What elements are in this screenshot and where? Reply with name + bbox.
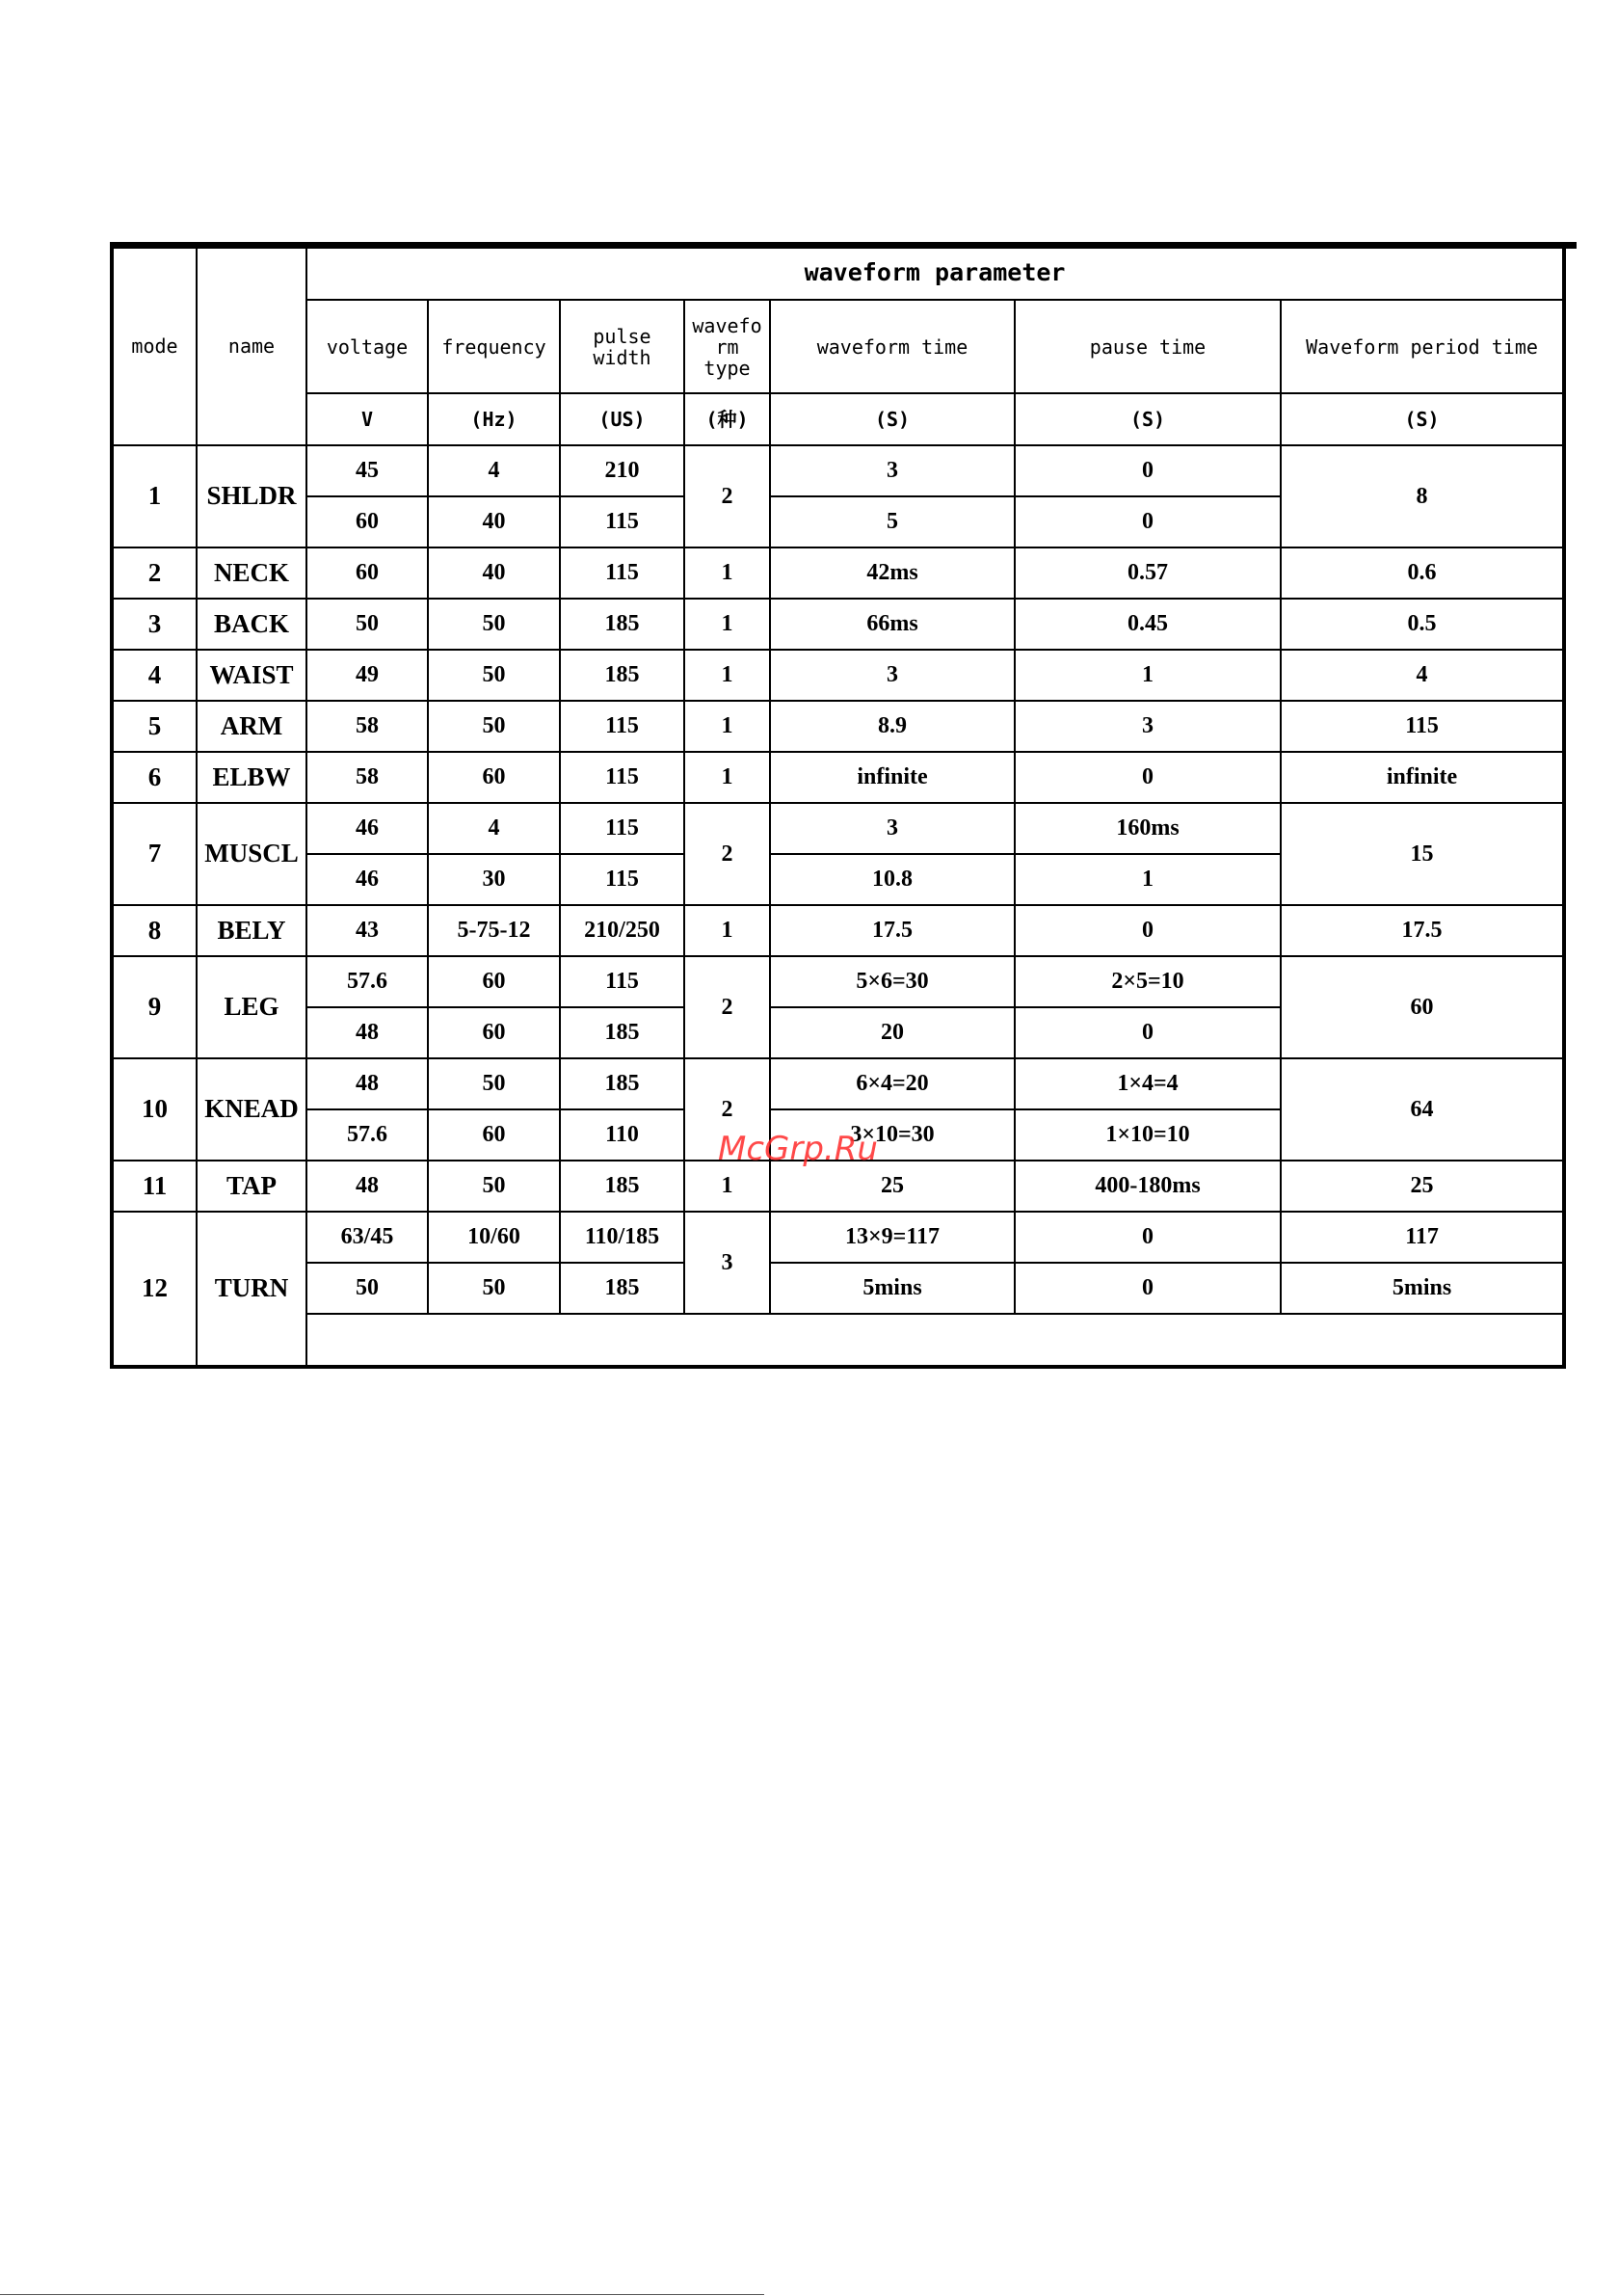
pause-time-cell: 0: [1015, 1212, 1281, 1263]
mode-name-cell: BELY: [197, 905, 306, 956]
period-time-cell: 117: [1281, 1212, 1564, 1263]
period-time-cell: 4: [1281, 650, 1564, 701]
unit-pulse-width: (US): [560, 393, 684, 445]
footer-rule: [0, 2294, 764, 2295]
pause-time-cell: 1×10=10: [1015, 1109, 1281, 1161]
pulse-width-cell: 210/250: [560, 905, 684, 956]
voltage-cell: 57.6: [306, 1109, 428, 1161]
voltage-cell: 58: [306, 701, 428, 752]
header-voltage: voltage: [306, 300, 428, 393]
table-row: [112, 547, 1564, 599]
pulse-width-cell: 185: [560, 1263, 684, 1314]
mode-number-cell: 2: [112, 547, 197, 599]
waveform-time-cell: 3: [770, 445, 1015, 496]
period-time-cell: infinite: [1281, 752, 1564, 803]
mode-name-cell: KNEAD: [197, 1058, 306, 1161]
frequency-cell: 50: [428, 650, 560, 701]
table-row: [112, 752, 1564, 803]
pulse-width-cell: 115: [560, 854, 684, 905]
waveform-type-cell: 1: [684, 752, 770, 803]
header-row-units: [112, 393, 1564, 445]
waveform-time-cell: 3: [770, 650, 1015, 701]
mode-number-cell: 11: [112, 1161, 197, 1212]
waveform-time-cell: 5: [770, 496, 1015, 547]
mode-number-cell: 10: [112, 1058, 197, 1161]
mode-name-cell: SHLDR: [197, 445, 306, 547]
pause-time-cell: 0: [1015, 445, 1281, 496]
header-waveform-parameter: waveform parameter: [306, 245, 1564, 300]
header-waveform-type-line: type: [703, 356, 751, 380]
mode-name-cell: BACK: [197, 599, 306, 650]
pause-time-cell: 1: [1015, 650, 1281, 701]
table-row-empty: [112, 1314, 1564, 1367]
frequency-cell: 60: [428, 956, 560, 1007]
frequency-cell: 30: [428, 854, 560, 905]
unit-pause-time: (S): [1015, 393, 1281, 445]
pulse-width-cell: 115: [560, 547, 684, 599]
voltage-cell: 45: [306, 445, 428, 496]
frequency-cell: 4: [428, 445, 560, 496]
header-pulse-width-line: width: [593, 345, 651, 369]
waveform-time-cell: 17.5: [770, 905, 1015, 956]
voltage-cell: 57.6: [306, 956, 428, 1007]
waveform-time-cell: 13×9=117: [770, 1212, 1015, 1263]
mode-name-cell: MUSCL: [197, 803, 306, 905]
table-row: [112, 701, 1564, 752]
pulse-width-cell: 185: [560, 1007, 684, 1058]
waveform-time-cell: 8.9: [770, 701, 1015, 752]
waveform-type-cell: 2: [684, 1058, 770, 1161]
waveform-time-cell: 25: [770, 1161, 1015, 1212]
mode-name-cell: ARM: [197, 701, 306, 752]
frequency-cell: 4: [428, 803, 560, 854]
header-pulse-width-line: pulse: [593, 324, 651, 348]
frequency-cell: 60: [428, 1109, 560, 1161]
waveform-time-cell: 3×10=30: [770, 1109, 1015, 1161]
period-time-cell: 25: [1281, 1161, 1564, 1212]
watermark: McGrp.Ru: [718, 1130, 878, 1168]
waveform-type-cell: 1: [684, 1161, 770, 1212]
frequency-cell: 50: [428, 599, 560, 650]
mode-number-cell: 8: [112, 905, 197, 956]
period-time-cell: 17.5: [1281, 905, 1564, 956]
voltage-cell: 48: [306, 1161, 428, 1212]
period-time-cell: 0.6: [1281, 547, 1564, 599]
waveform-type-cell: 1: [684, 905, 770, 956]
mode-number-cell: 12: [112, 1212, 197, 1367]
voltage-cell: 46: [306, 854, 428, 905]
pause-time-cell: 0: [1015, 905, 1281, 956]
waveform-type-cell: 2: [684, 803, 770, 905]
waveform-time-cell: infinite: [770, 752, 1015, 803]
pulse-width-cell: 115: [560, 803, 684, 854]
pause-time-cell: 160ms: [1015, 803, 1281, 854]
pause-time-cell: 2×5=10: [1015, 956, 1281, 1007]
frequency-cell: 10/60: [428, 1212, 560, 1263]
mode-name-cell: TURN: [197, 1212, 306, 1367]
header-pause-time: pause time: [1015, 300, 1281, 393]
voltage-cell: 48: [306, 1058, 428, 1109]
header-row-columns: [112, 300, 1564, 393]
waveform-type-cell: 2: [684, 445, 770, 547]
mode-name-cell: ELBW: [197, 752, 306, 803]
waveform-parameter-table: [110, 243, 1566, 1369]
mode-name-cell: LEG: [197, 956, 306, 1058]
header-pulse-width: [560, 300, 684, 393]
mode-number-cell: 1: [112, 445, 197, 547]
header-waveform-time: waveform time: [770, 300, 1015, 393]
frequency-cell: 5-75-12: [428, 905, 560, 956]
pulse-width-cell: 110: [560, 1109, 684, 1161]
period-time-cell: 15: [1281, 803, 1564, 905]
empty-cell: [306, 1314, 1564, 1367]
pulse-width-cell: 185: [560, 599, 684, 650]
table-row: [112, 1161, 1564, 1212]
waveform-type-cell: 1: [684, 701, 770, 752]
waveform-time-cell: 20: [770, 1007, 1015, 1058]
header-period-time: Waveform period time: [1281, 300, 1564, 393]
table-row: [112, 650, 1564, 701]
voltage-cell: 50: [306, 1263, 428, 1314]
pause-time-cell: 0.57: [1015, 547, 1281, 599]
pulse-width-cell: 115: [560, 496, 684, 547]
unit-voltage: V: [306, 393, 428, 445]
table-row: [112, 1263, 1564, 1314]
header-row-title: [112, 245, 1564, 300]
pulse-width-cell: 115: [560, 752, 684, 803]
pulse-width-cell: 115: [560, 701, 684, 752]
table-body: [112, 245, 1564, 1367]
voltage-cell: 63/45: [306, 1212, 428, 1263]
waveform-time-cell: 66ms: [770, 599, 1015, 650]
pulse-width-cell: 185: [560, 650, 684, 701]
waveform-time-cell: 3: [770, 803, 1015, 854]
table-row: [112, 956, 1564, 1007]
header-waveform-type: [684, 300, 770, 393]
unit-waveform-type: (种): [684, 393, 770, 445]
pulse-width-cell: 110/185: [560, 1212, 684, 1263]
frequency-cell: 60: [428, 752, 560, 803]
period-time-cell: 0.5: [1281, 599, 1564, 650]
mode-number-cell: 7: [112, 803, 197, 905]
frequency-cell: 50: [428, 1058, 560, 1109]
pulse-width-cell: 185: [560, 1058, 684, 1109]
voltage-cell: 49: [306, 650, 428, 701]
frequency-cell: 50: [428, 701, 560, 752]
pause-time-cell: 0.45: [1015, 599, 1281, 650]
header-waveform-type-line: wavefo: [692, 313, 762, 337]
waveform-time-cell: 42ms: [770, 547, 1015, 599]
table-row: [112, 445, 1564, 496]
mode-name-cell: TAP: [197, 1161, 306, 1212]
voltage-cell: 60: [306, 547, 428, 599]
waveform-type-cell: 1: [684, 650, 770, 701]
waveform-time-cell: 6×4=20: [770, 1058, 1015, 1109]
pause-time-cell: 0: [1015, 752, 1281, 803]
waveform-type-cell: 1: [684, 547, 770, 599]
pulse-width-cell: 115: [560, 956, 684, 1007]
waveform-type-cell: 3: [684, 1212, 770, 1314]
pulse-width-cell: 185: [560, 1161, 684, 1212]
pause-time-cell: 0: [1015, 1263, 1281, 1314]
table-row: [112, 1058, 1564, 1109]
header-name: name: [197, 245, 306, 445]
mode-number-cell: 3: [112, 599, 197, 650]
pause-time-cell: 3: [1015, 701, 1281, 752]
voltage-cell: 48: [306, 1007, 428, 1058]
waveform-type-cell: 2: [684, 956, 770, 1058]
waveform-time-cell: 5×6=30: [770, 956, 1015, 1007]
pause-time-cell: 400-180ms: [1015, 1161, 1281, 1212]
mode-name-cell: NECK: [197, 547, 306, 599]
voltage-cell: 50: [306, 599, 428, 650]
mode-number-cell: 6: [112, 752, 197, 803]
header-mode: mode: [112, 245, 197, 445]
frequency-cell: 50: [428, 1161, 560, 1212]
table-row: [112, 905, 1564, 956]
unit-waveform-time: (S): [770, 393, 1015, 445]
pause-time-cell: 0: [1015, 1007, 1281, 1058]
period-time-cell: 5mins: [1281, 1263, 1564, 1314]
unit-frequency: (Hz): [428, 393, 560, 445]
voltage-cell: 58: [306, 752, 428, 803]
mode-number-cell: 5: [112, 701, 197, 752]
pulse-width-cell: 210: [560, 445, 684, 496]
waveform-parameter-table-container: [110, 243, 1562, 1369]
table-row: [112, 803, 1564, 854]
frequency-cell: 50: [428, 1263, 560, 1314]
period-time-cell: 64: [1281, 1058, 1564, 1161]
header-waveform-type-line: rm: [715, 334, 739, 359]
pause-time-cell: 1: [1015, 854, 1281, 905]
frequency-cell: 60: [428, 1007, 560, 1058]
period-time-cell: 60: [1281, 956, 1564, 1058]
frequency-cell: 40: [428, 496, 560, 547]
pause-time-cell: 1×4=4: [1015, 1058, 1281, 1109]
table-row: [112, 1212, 1564, 1263]
mode-number-cell: 4: [112, 650, 197, 701]
frequency-cell: 40: [428, 547, 560, 599]
waveform-time-cell: 5mins: [770, 1263, 1015, 1314]
voltage-cell: 43: [306, 905, 428, 956]
period-time-cell: 8: [1281, 445, 1564, 547]
mode-name-cell: WAIST: [197, 650, 306, 701]
pause-time-cell: 0: [1015, 496, 1281, 547]
waveform-time-cell: 10.8: [770, 854, 1015, 905]
unit-period-time: (S): [1281, 393, 1564, 445]
table-row: [112, 599, 1564, 650]
period-time-cell: 115: [1281, 701, 1564, 752]
header-frequency: frequency: [428, 300, 560, 393]
waveform-type-cell: 1: [684, 599, 770, 650]
voltage-cell: 60: [306, 496, 428, 547]
voltage-cell: 46: [306, 803, 428, 854]
mode-number-cell: 9: [112, 956, 197, 1058]
